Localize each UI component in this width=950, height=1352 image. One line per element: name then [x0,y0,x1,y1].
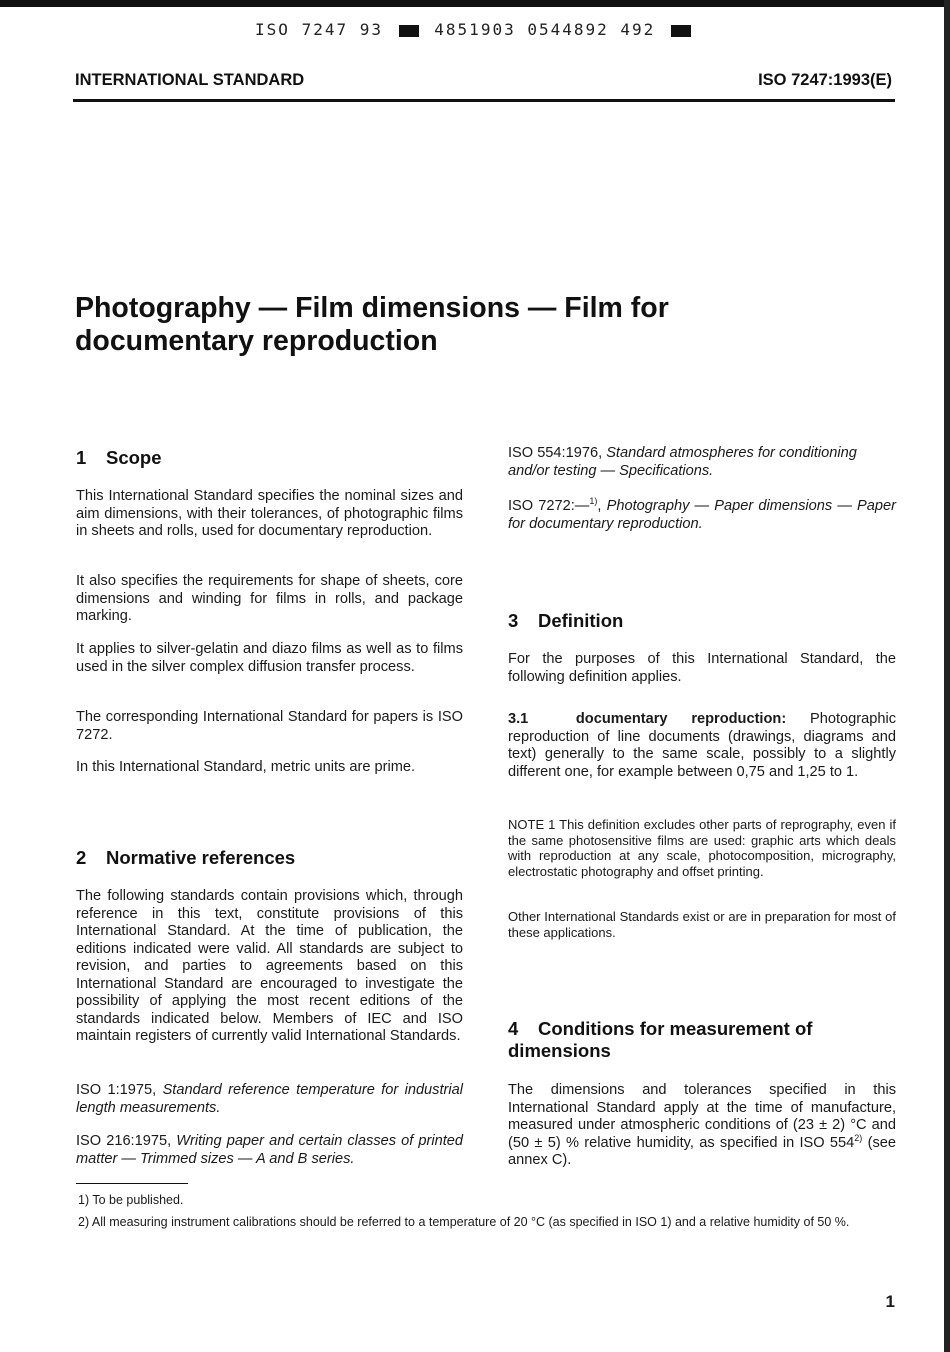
reference-code: ISO 554:1976, [508,445,603,461]
scan-border-top [0,0,950,7]
scan-border-right [944,0,950,1352]
reference-iso-1 [76,1082,463,1117]
definition-text: Photographic reproduction of line documents (drawings, diagrams and text) generally to the same scale, possibly to a slightly different one, for example between 0,75 and 1,25 to 1. [508,711,896,780]
footnote-1: 1) To be published. [78,1193,184,1207]
page-number: 1 [885,1292,895,1311]
definition-note: NOTE 1 This definition excludes other parts of reprography, even if the same photosensitive films are used: graphic arts which deals with reproduction at any scale, photocomposition, micrography, electrostatic photography and offset printing. [508,817,896,879]
reference-title: Standard reference temperature for industrial length measurements. [76,1082,463,1116]
section-title-line-1: Conditions for measurement of [538,1018,813,1039]
section-number: 1 [76,447,87,468]
footnote-rule [76,1183,188,1184]
definition-number: 3.1 [508,711,529,727]
section-title: Scope [106,447,162,468]
scan-code-part2: 4851903 0544892 492 [434,20,656,39]
section-number: 3 [508,610,519,631]
section-3-heading [508,610,623,632]
reference-iso-216 [76,1133,463,1168]
reference-code: ISO 7272:— [508,498,590,514]
measurement-text: The dimensions and tolerances specified in this International Standard apply at the time of manufacture, measured under atmospheric conditions of (23 ± 2) °C and (50 ± 5) % relative humidity, as specified in ISO 554 [508,1082,896,1151]
scope-paragraph-1: This International Standard specifies the nominal sizes and aim dimensions, with their tolerances, of photographic films in sheets and rolls, used for documentary reproduction. [76,488,463,539]
normative-intro: The following standards contain provisions which, through reference in this text, constitute provisions of this International Standard. At the time of publication, the editions indicated were valid. All standards are subject to revision, and parties to agreements based on this International Standard are encouraged to investigate the possibility of applying the most recent editions of the standards indicated below. Members of IEC and ISO maintain registers of currently valid International Standards. [76,888,463,1044]
section-4-heading [508,1018,896,1062]
footnote-2: 2) All measuring instrument calibrations should be referred to a temperature of 20 °C (as specified in ISO 1) and a relative humidity of 50 %. [78,1215,850,1229]
definition-term: documentary reproduction: [575,711,787,727]
section-number: 2 [76,847,87,868]
header-left: INTERNATIONAL STANDARD [75,71,305,89]
scope-paragraph-3: It applies to silver-gelatin and diazo films as well as to films used in the silver complex diffusion transfer process. [76,641,463,675]
header-rule [73,99,895,102]
definition-other: Other International Standards exist or are in preparation for most of these applications. [508,909,896,940]
definition-3-1 [508,711,896,781]
scope-paragraph-5: In this International Standard, metric units are prime. [76,759,416,775]
footnote-marker: 2) [854,1132,863,1143]
section-title-line-2: dimensions [508,1040,611,1061]
section-title: Normative references [106,847,296,868]
section-title: Definition [538,610,624,631]
reference-title: Photography — Paper dimensions — Paper for documentary reproduction. [508,498,896,532]
section-2-heading [76,847,295,869]
footnote-marker: 1) [589,496,598,507]
section-1-heading [76,447,162,469]
barcode-block-icon [671,25,691,37]
measurement-conditions [508,1082,896,1170]
definition-intro: For the purposes of this International Standard, the following definition applies. [508,651,896,685]
title-line-2: documentary reproduction [75,325,438,357]
scope-paragraph-4: The corresponding International Standard for papers is ISO 7272. [76,709,463,743]
scope-paragraph-2: It also specifies the requirements for shape of sheets, core dimensions and winding for films in rolls, and package marking. [76,573,463,624]
page-title [75,292,835,358]
barcode-block-icon [399,25,419,37]
reference-code: ISO 1:1975, [76,1082,157,1098]
measurement-text-end: (see annex C). [508,1134,896,1168]
scan-code [0,20,950,39]
reference-code: ISO 216:1975, [76,1133,172,1149]
section-number: 4 [508,1018,519,1039]
header-right: ISO 7247:1993(E) [758,71,892,89]
scan-code-part1: ISO 7247 93 [255,20,383,39]
reference-title: Standard atmospheres for conditioning and/or testing — Specifications. [508,445,857,479]
reference-iso-554 [508,445,896,480]
reference-iso-7272: ISO 7272:—$^{1)}$, Photography — Paper dimensions — Paper for documentary reproduction. [508,496,896,532]
reference-title: Writing paper and certain classes of printed matter — Trimmed sizes — A and B series. [76,1133,463,1167]
title-line-1: Photography — Film dimensions — Film for [75,292,669,324]
